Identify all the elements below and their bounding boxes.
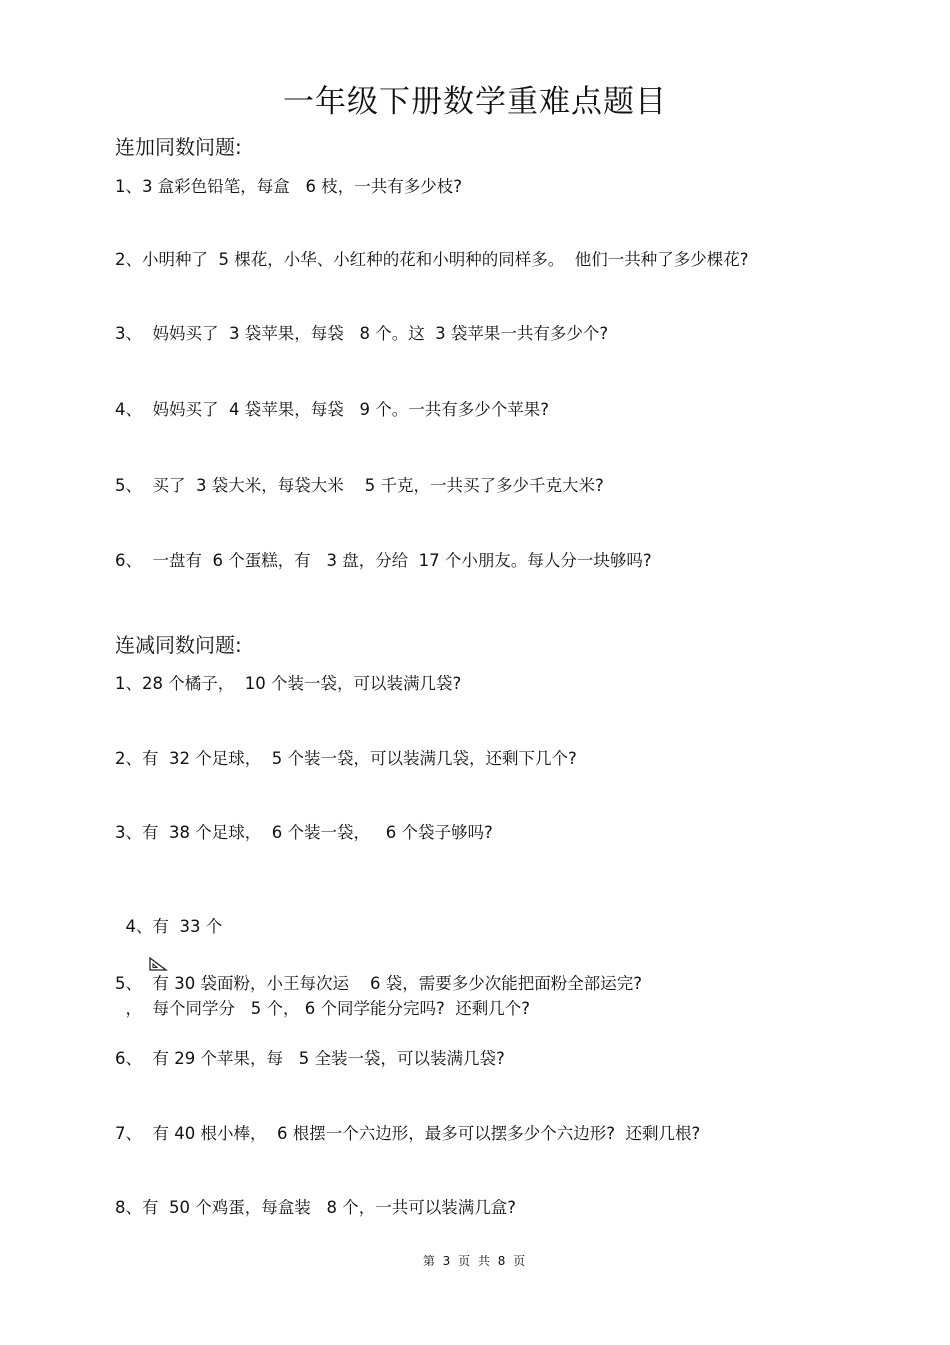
question-sub-2: 2、有 32 个足球， 5 个装一袋，可以装满几袋，还剩下几个?: [115, 749, 577, 768]
question-sub-8: 8、有 50 个鸡蛋，每盒装 8 个，一共可以装满几盒?: [115, 1198, 516, 1217]
question-add-4: 4、 妈妈买了 4 袋苹果，每袋 9 个。一共有多少个苹果?: [115, 400, 549, 419]
question-sub-4: [115, 894, 530, 1019]
page-footer: 第 3 页 共 8 页: [422, 1254, 528, 1268]
page-title: 一年级下册数学重难点题目: [283, 84, 667, 120]
question-sub-6: 6、 有 29 个苹果，每 5 全装一袋，可以装满几袋?: [115, 1049, 505, 1068]
question-sub-4-prefix: 4、有 33 个: [125, 917, 223, 936]
question-add-3: 3、 妈妈买了 3 袋苹果，每袋 8 个。这 3 袋苹果一共有多少个?: [115, 324, 609, 343]
question-add-6: 6、 一盘有 6 个蛋糕，有 3 盘，分给 17 个小朋友。每人分一块够吗?: [115, 551, 652, 570]
question-sub-4-suffix: ， 每个同学分 5 个， 6 个同学能分完吗? 还剩几个?: [125, 999, 530, 1018]
question-add-5: 5、 买了 3 袋大米，每袋大米 5 千克，一共买了多少千克大米?: [115, 476, 604, 495]
question-sub-5: 5、 有 30 袋面粉，小王每次运 6 袋，需要多少次能把面粉全部运完?: [115, 974, 642, 993]
question-add-1: 1、3 盒彩色铅笔，每盒 6 枝，一共有多少枝?: [115, 177, 462, 196]
question-sub-3: 3、有 38 个足球， 6 个装一袋， 6 个袋子够吗?: [115, 823, 493, 842]
question-sub-7: 7、 有 40 根小棒， 6 根摆一个六边形，最多可以摆多少个六边形? 还剩几根?: [115, 1124, 701, 1143]
question-add-2: 2、小明种了 5 棵花，小华、小红种的花和小明种的同样多。 他们一共种了多少棵花?: [115, 250, 749, 269]
section-heading-subtraction: 连减同数问题:: [115, 633, 242, 657]
section-heading-addition: 连加同数问题:: [115, 135, 242, 159]
question-sub-1: 1、28 个橘子， 10 个装一袋，可以装满几袋?: [115, 674, 462, 693]
